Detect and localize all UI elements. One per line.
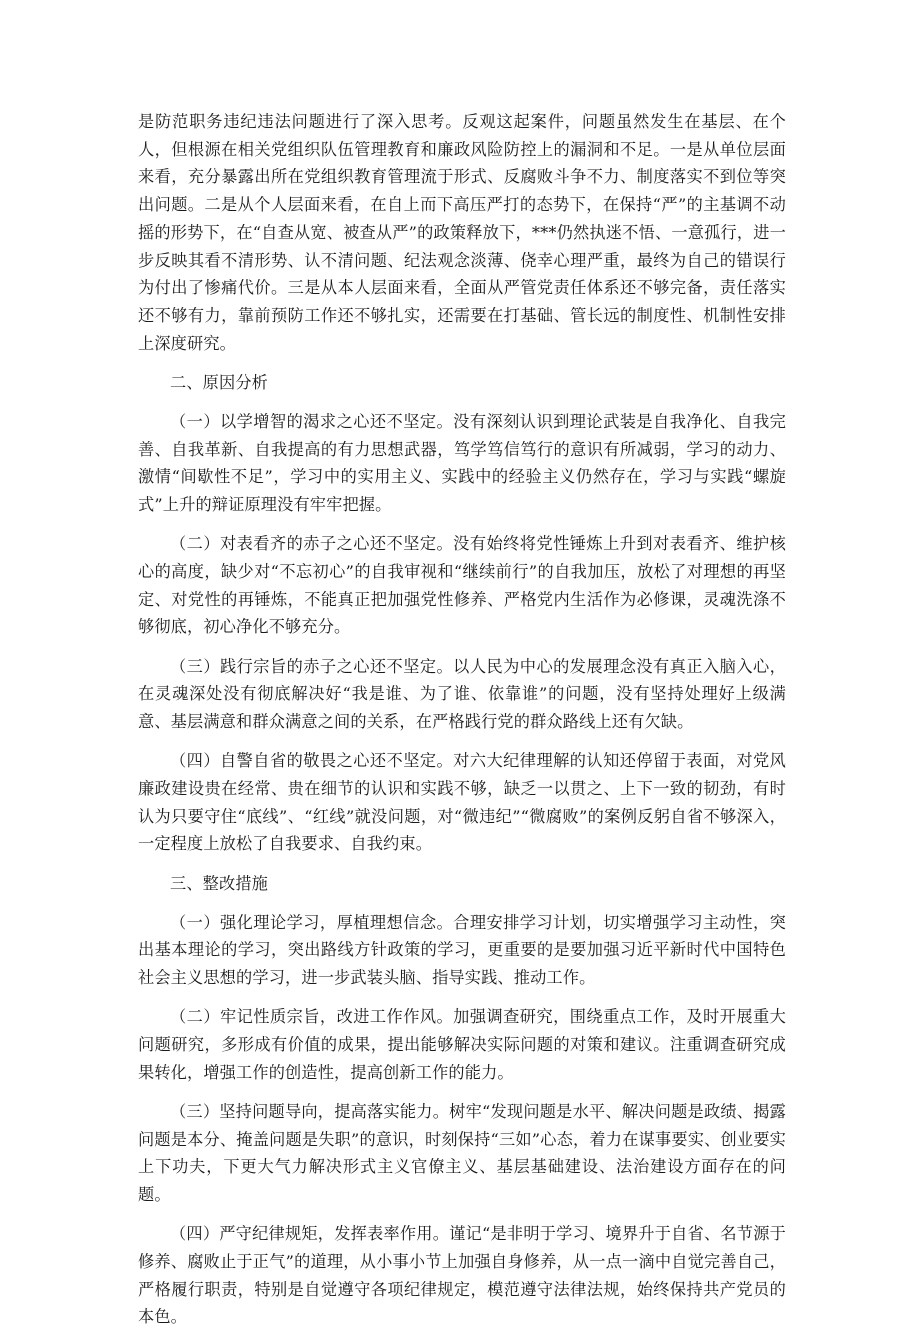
section-heading-rectification: 三、整改措施 <box>170 873 269 893</box>
measure-item-4: （四）严守纪律规矩，发挥表率作用。谨记“是非明于学习、境界升于自省、名节源于修养、腐败止于正气”的道理，从小事小节上加强自身修养，从一点一滴中自觉完善自己，严格履行职责，特别是自觉遵守各项纪律规定，模范遵守法律法规，始终保持共产党员的本色。 <box>138 1224 786 1327</box>
measure-item-3: （三）坚持问题导向，提高落实能力。树牢“发现问题是水平、解决问题是政绩、揭露问题是本分、掩盖问题是失职”的意识，时刻保持“三如”心态，着力在谋事要实、创业要实上下功夫，下更大气力解决形式主义官僚主义、基层基础建设、法治建设方面存在的问题。 <box>138 1102 786 1205</box>
measure-item-1: （一）强化理论学习，厚植理想信念。合理安排学习计划，切实增强学习主动性，突出基本理论的学习，突出路线方针政策的学习，更重要的是要加强习近平新时代中国特色社会主义思想的学习，进一步武装头脑、指导实践、推动工作。 <box>138 912 786 988</box>
cause-item-1: （一）以学增智的渴求之心还不坚定。没有深刻认识到理论武装是自我净化、自我完善、自我革新、自我提高的有力思想武器，笃学笃信笃行的意识有所减弱，学习的动力、激情“间歇性不足”，学习中的实用主义、实践中的经验主义仍然存在，学习与实践“螺旋式”上升的辩证原理没有牢牢把握。 <box>138 412 786 515</box>
cause-item-3: （三）践行宗旨的赤子之心还不坚定。以人民为中心的发展理念没有真正入脑入心，在灵魂深处没有彻底解决好“我是谁、为了谁、依靠谁”的问题，没有坚持处理好上级满意、基层满意和群众满意之间的关系，在严格践行党的群众路线上还有欠缺。 <box>138 656 786 732</box>
document-page <box>138 108 786 1343</box>
intro-paragraph: 是防范职务违纪违法问题进行了深入思考。反观这起案件，问题虽然发生在基层、在个人，但根源在相关党组织队伍管理教育和廉政风险防控上的漏洞和不足。一是从单位层面来看，充分暴露出所在党组织教育管理流于形式、反腐败斗争不力、制度落实不到位等突出问题。二是从个人层面来看，在自上而下高压严打的态势下，在保持“严”的主基调不动摇的形势下，在“自查从宽、被查从严”的政策释放下，***仍然执迷不悟、一意孤行，进一步反映其看不清形势、认不清问题、纪法观念淡薄、侥幸心理严重，最终为自己的错误行为付出了惨痛代价。三是从本人层面来看，全面从严管党责任体系还不够完备，责任落实还不够有力，靠前预防工作还不够扎实，还需要在打基础、管长远的制度性、机制性安排上深度研究。 <box>138 112 786 353</box>
cause-item-2: （二）对表看齐的赤子之心还不坚定。没有始终将党性锤炼上升到对表看齐、维护核心的高度，缺少对“不忘初心”的自我审视和“继续前行”的自我加压，放松了对理想的再坚定、对党性的再锤炼，不能真正把加强党性修养、严格党内生活作为必修课，灵魂洗涤不够彻底，初心净化不够充分。 <box>138 534 786 637</box>
measure-item-2: （二）牢记性质宗旨，改进工作作风。加强调查研究，围绕重点工作，及时开展重大问题研究，多形成有价值的成果，提出能够解决实际问题的对策和建议。注重调查研究成果转化，增强工作的创造性，提高创新工作的能力。 <box>138 1007 786 1082</box>
section-heading-cause-analysis: 二、原因分析 <box>170 372 269 392</box>
cause-item-4: （四）自警自省的敬畏之心还不坚定。对六大纪律理解的认知还停留于表面，对党风廉政建设贵在经常、贵在细节的认识和实践不够，缺乏一以贯之、上下一致的韧劲，有时认为只要守住“底线”、“红线”就没问题，对“微违纪”“微腐败”的案例反躬自省不够深入，一定程度上放松了自我要求、自我约束。 <box>138 751 786 854</box>
